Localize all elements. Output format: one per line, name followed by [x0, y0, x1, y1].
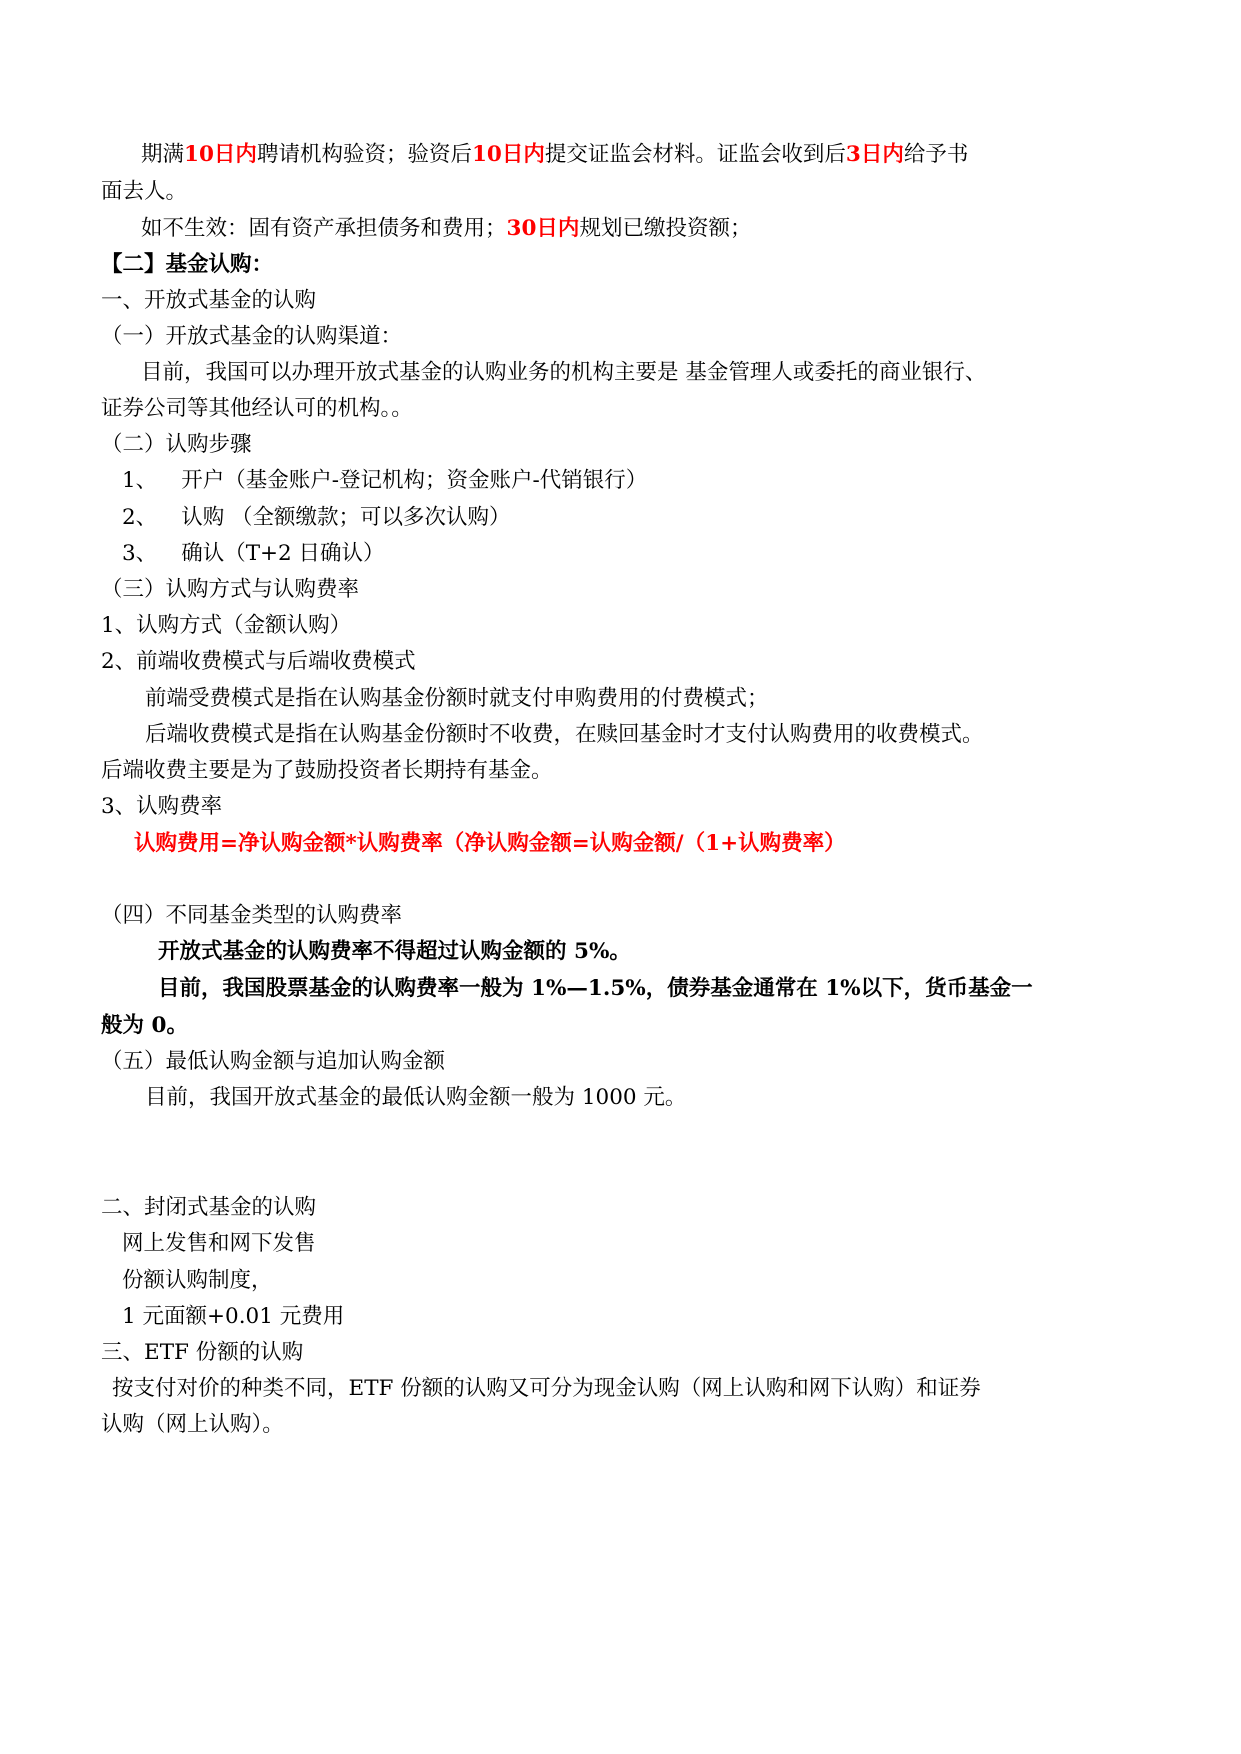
formula-highlight: 认购费用=净认购金额*认购费率（净认购金额=认购金额/（1+认购费率） [134, 831, 846, 856]
subsection-heading: 二、封闭式基金的认购 [101, 1195, 317, 1220]
subsection-title: （一）开放式基金的认购渠道： [101, 324, 403, 349]
paragraph-not-effective [141, 214, 751, 244]
list-item [122, 539, 385, 569]
highlight-deadline: 3日内 [845, 142, 904, 167]
text-segment: 聘请机构验资；验资后 [256, 142, 472, 167]
subsection-title: （三）认购方式与认购费率 [101, 577, 360, 602]
paragraph: 按支付对价的种类不同，ETF 份额的认购又可分为现金认购（网上认购和网下认购）和证券 [112, 1376, 981, 1401]
section-heading: 【二】基金认购： [101, 252, 274, 277]
paragraph-bold: 开放式基金的认购费率不得超过认购金额的 5%。 [158, 939, 631, 964]
paragraph-capital-verification [141, 140, 968, 170]
highlight-deadline: 10日内 [184, 142, 257, 167]
text-segment: 规划已缴投资额； [579, 216, 752, 241]
numbered-heading: 3、认购费率 [101, 794, 223, 819]
list-number: 1、 [122, 468, 158, 493]
subsection-heading: 一、开放式基金的认购 [101, 288, 317, 313]
highlight-deadline: 30日内 [506, 216, 580, 241]
list-item [122, 466, 647, 496]
text-segment: 提交证监会材料。证监会收到后 [544, 142, 846, 167]
paragraph-continuation: 证券公司等其他经认可的机构。。 [101, 396, 413, 421]
paragraph-continuation: 后端收费主要是为了鼓励投资者长期持有基金。 [101, 758, 553, 783]
paragraph-continuation: 认购（网上认购）。 [101, 1412, 284, 1437]
paragraph: 目前，我国开放式基金的最低认购金额一般为 1000 元。 [145, 1085, 687, 1110]
paragraph: 1 元面额+0.01 元费用 [122, 1304, 345, 1329]
highlight-deadline: 10日内 [471, 142, 545, 167]
paragraph: 网上发售和网下发售 [122, 1231, 316, 1256]
paragraph-continuation: 面去人。 [101, 179, 188, 204]
subsection-title: （五）最低认购金额与追加认购金额 [101, 1049, 446, 1074]
list-number: 2、 [122, 505, 158, 530]
paragraph-bold-continuation: 般为 0。 [101, 1013, 188, 1038]
paragraph: 目前，我国可以办理开放式基金的认购业务的机构主要是 基金管理人或委托的商业银行、 [141, 360, 987, 385]
list-number: 3、 [122, 541, 158, 566]
list-text: 开户（基金账户-登记机构；资金账户-代销银行） [181, 468, 648, 493]
numbered-heading: 2、前端收费模式与后端收费模式 [101, 649, 416, 674]
text-segment: 给予书 [903, 142, 969, 167]
list-text: 认购 （全额缴款；可以多次认购） [181, 505, 511, 530]
text-segment: 如不生效：固有资产承担债务和费用； [141, 216, 507, 241]
numbered-heading: 1、认购方式（金额认购） [101, 613, 352, 638]
paragraph: 后端收费模式是指在认购基金份额时不收费，在赎回基金时才支付认购费用的收费模式。 [145, 722, 984, 747]
list-item [122, 503, 511, 533]
paragraph: 前端受费模式是指在认购基金份额时就支付申购费用的付费模式； [145, 686, 769, 711]
paragraph: 份额认购制度， [122, 1268, 273, 1293]
subsection-title: （二）认购步骤 [101, 432, 252, 457]
paragraph-bold: 目前，我国股票基金的认购费率一般为 1%—1.5%，债券基金通常在 1%以下，货币基金一 [158, 976, 1033, 1001]
text-segment: 期满 [141, 142, 185, 167]
list-text: 确认（T+2 日确认） [181, 541, 385, 566]
subsection-title: （四）不同基金类型的认购费率 [101, 903, 403, 928]
subsection-heading: 三、ETF 份额的认购 [101, 1340, 304, 1365]
